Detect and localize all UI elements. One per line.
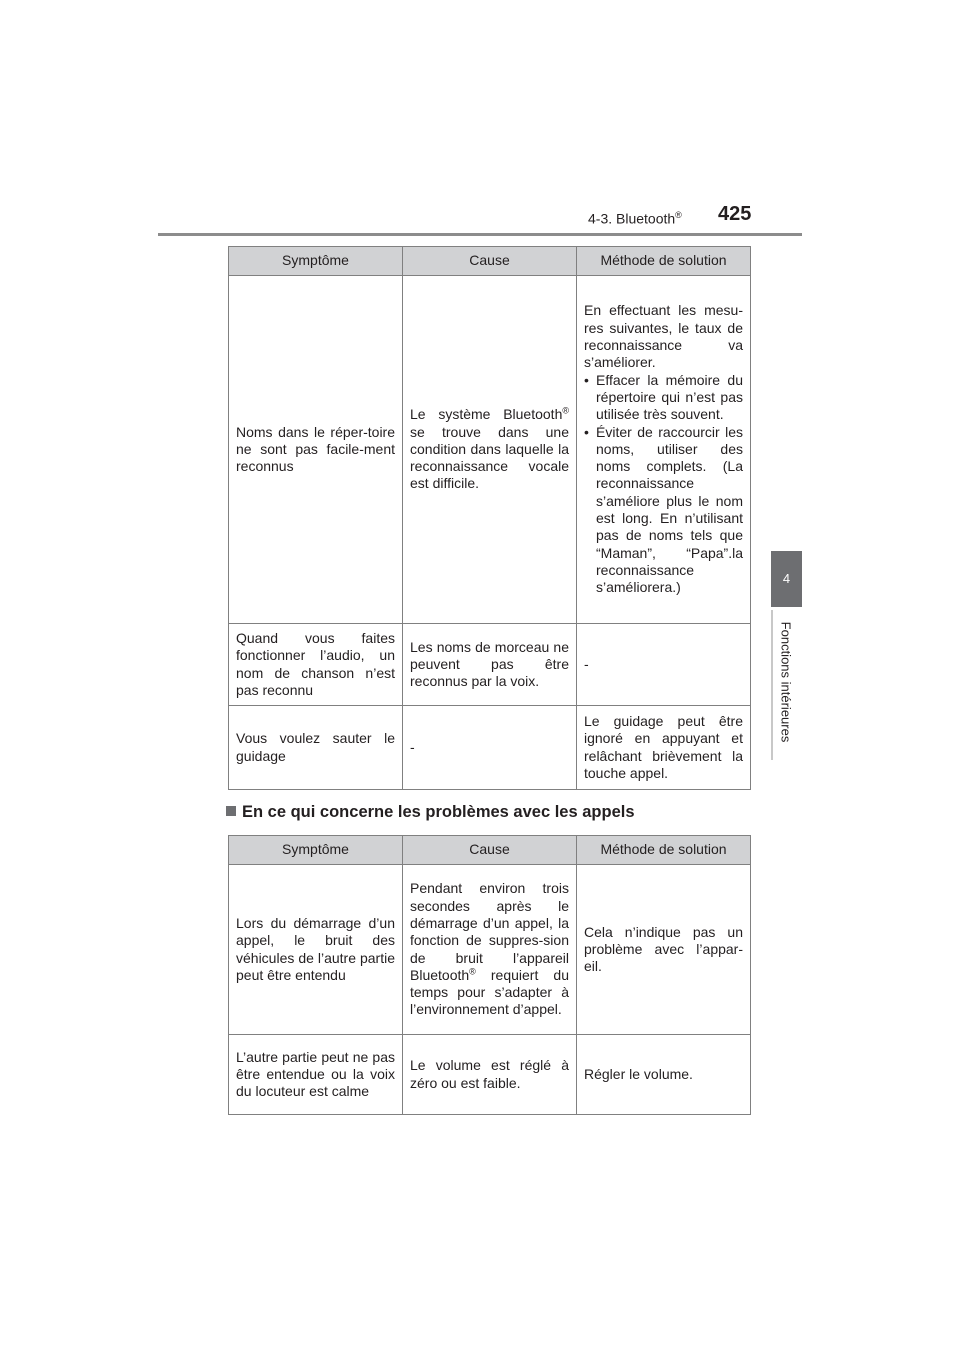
solution-bullet: • Effacer la mémoire du répertoire qui n’est pas utilisée très souvent.: [584, 372, 743, 424]
cause-cell: Le volume est réglé à zéro ou est faible.: [403, 1035, 577, 1115]
solution-cell: [577, 276, 751, 624]
cause-text: Le système Bluetooth: [410, 406, 563, 423]
solution-bullet: • Éviter de raccourcir les noms, utiliser des noms complets. (La reconnaissance s’améliore plus le nom est long. En n’utilisant pas de noms tels que “Maman”, “Papa”.la reconnaissance s’améliorera.): [584, 424, 743, 597]
section-heading-text: En ce qui concerne les problèmes avec les appels: [242, 803, 635, 821]
header-symptom: Symptôme: [229, 247, 403, 276]
cause-text: se trouve dans une condition dans laquelle la reconnaissance vocale est difficile.: [410, 423, 569, 492]
registered-mark: ®: [675, 210, 682, 220]
header-cause: Cause: [403, 836, 577, 865]
solution-list: [584, 372, 743, 597]
registered-mark: ®: [469, 966, 476, 977]
chapter-tab: 4: [771, 551, 802, 607]
table-row: [229, 865, 751, 1035]
troubleshooting-table-calls: [228, 835, 751, 1115]
solution-cell: Cela n’indique pas un problème avec l’appar-eil.: [577, 865, 751, 1035]
header-symptom: Symptôme: [229, 836, 403, 865]
symptom-cell: L’autre partie peut ne pas être entendue ou la voix du locuteur est calme: [229, 1035, 403, 1115]
symptom-cell: Vous voulez sauter le guidage: [229, 706, 403, 790]
header-solution: Méthode de solution: [577, 247, 751, 276]
chapter-tab-label: Fonctions intérieures: [778, 621, 794, 743]
cause-text: requiert du temps pour s’adapter à l’environnement d’appel.: [410, 966, 569, 1018]
cause-cell: [403, 276, 577, 624]
table-row: [229, 276, 751, 624]
symptom-cell: Noms dans le réper-toire ne sont pas facile-ment reconnus: [229, 276, 403, 624]
table-row: [229, 624, 751, 706]
table-header-row: [229, 247, 751, 276]
cause-cell: Les noms de morceau ne peuvent pas être reconnus par la voix.: [403, 624, 577, 706]
table-header-row: [229, 836, 751, 865]
header-solution: Méthode de solution: [577, 836, 751, 865]
table-row: [229, 1035, 751, 1115]
section-title: [588, 210, 682, 227]
symptom-cell: Lors du démarrage d’un appel, le bruit des véhicules de l’autre partie peut être entendu: [229, 865, 403, 1035]
cause-cell: -: [403, 706, 577, 790]
solution-cell: Régler le volume.: [577, 1035, 751, 1115]
header-cause: Cause: [403, 247, 577, 276]
chapter-tab-rule: [771, 610, 773, 760]
square-bullet-icon: [226, 806, 236, 816]
cause-cell: [403, 865, 577, 1035]
page-number: 425: [718, 203, 752, 225]
header-divider: [158, 233, 802, 236]
troubleshooting-table-recognition: [228, 246, 751, 790]
registered-mark: ®: [562, 405, 569, 416]
cause-text: Pendant environ trois secondes après le démarrage d’un appel, la fonction de suppres-sion de bruit l’appareil Bluetooth: [410, 880, 569, 983]
solution-intro: En effectuant les mesu-res suivantes, le taux de reconnaissance va s’améliorer.: [584, 302, 743, 371]
solution-cell: -: [577, 624, 751, 706]
section-title-text: 4-3. Bluetooth: [588, 210, 676, 227]
symptom-cell: Quand vous faites fonctionner l’audio, un nom de chanson n’est pas reconnu: [229, 624, 403, 706]
solution-cell: Le guidage peut être ignoré en appuyant et relâchant brièvement la touche appel.: [577, 706, 751, 790]
table-row: [229, 706, 751, 790]
section-heading: [226, 803, 635, 822]
